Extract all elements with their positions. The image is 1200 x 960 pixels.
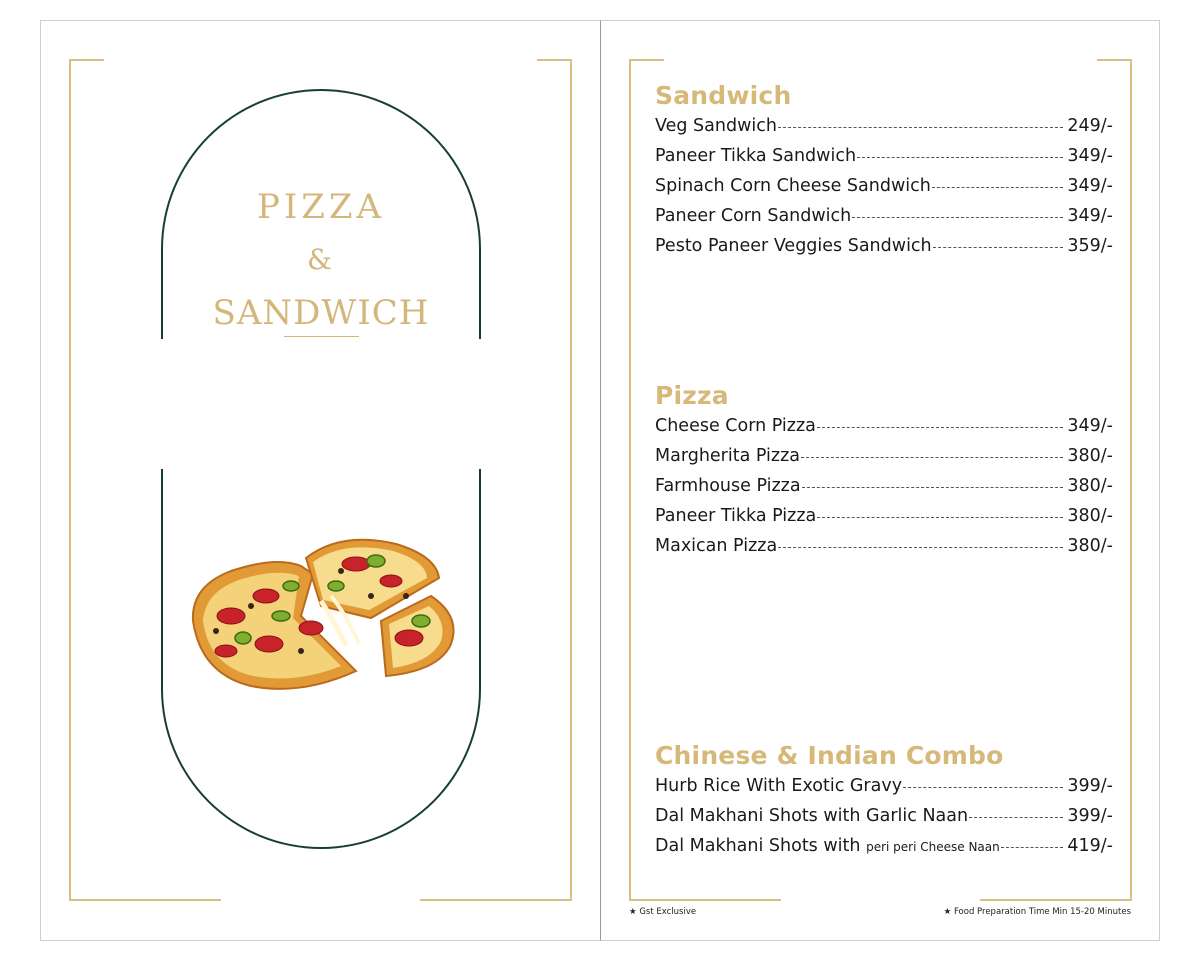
section-title: Sandwich (655, 81, 792, 110)
cover-title-pizza: PIZZA (256, 187, 386, 227)
frame-line (980, 899, 1132, 901)
menu-item (655, 116, 1113, 146)
item-price: 349/- (1067, 176, 1113, 196)
footnote-gst (629, 907, 696, 917)
frame-line (420, 899, 572, 901)
frame-corner (1097, 59, 1132, 61)
item-price: 380/- (1067, 446, 1113, 466)
section-title: Chinese & Indian Combo (655, 741, 1004, 770)
menu-item (655, 536, 1113, 566)
item-name: Paneer Tikka Pizza (655, 506, 817, 526)
menu-section-sandwich (655, 81, 1113, 266)
leader-dots (903, 787, 1063, 788)
right-page (600, 20, 1160, 941)
leader-dots (817, 517, 1063, 518)
item-name: Farmhouse Pizza (655, 476, 801, 496)
frame-corner (537, 59, 572, 61)
item-name: Paneer Tikka Sandwich (655, 146, 857, 166)
item-name: Paneer Corn Sandwich (655, 206, 852, 226)
pizza-slice-illustration (181, 526, 461, 696)
frame-line (629, 899, 781, 901)
leader-dots (857, 157, 1063, 158)
footnote-prep-time (944, 907, 1131, 917)
frame-line (570, 59, 572, 901)
frame-line (69, 899, 221, 901)
item-price: 359/- (1067, 236, 1113, 256)
item-name-main: Dal Makhani Shots with (655, 836, 861, 856)
menu-item (655, 506, 1113, 536)
item-price: 419/- (1067, 836, 1113, 856)
frame-corner (69, 59, 104, 61)
leader-dots (969, 817, 1063, 818)
menu-item (655, 476, 1113, 506)
item-name: Spinach Corn Cheese Sandwich (655, 176, 931, 196)
item-price: 380/- (1067, 506, 1113, 526)
item-name (655, 836, 1000, 856)
menu-item (655, 206, 1113, 236)
cover-title-ampersand: & (307, 243, 335, 276)
leader-dots (778, 127, 1063, 128)
item-name: Pesto Paneer Veggies Sandwich (655, 236, 932, 256)
item-price: 349/- (1067, 206, 1113, 226)
menu-item (655, 806, 1113, 836)
frame-line (69, 59, 71, 901)
leader-dots (802, 487, 1064, 488)
item-name: Maxican Pizza (655, 536, 778, 556)
leader-dots (801, 457, 1063, 458)
menu-item (655, 836, 1113, 866)
menu-item (655, 176, 1113, 206)
star-icon: ★ (629, 907, 637, 917)
frame-line (1130, 59, 1132, 901)
leader-dots (1001, 847, 1064, 848)
item-name: Dal Makhani Shots with Garlic Naan (655, 806, 969, 826)
item-name: Cheese Corn Pizza (655, 416, 816, 436)
item-price: 349/- (1067, 146, 1113, 166)
item-name: Margherita Pizza (655, 446, 801, 466)
footnote-gst-text: Gst Exclusive (639, 907, 697, 917)
star-icon: ★ (943, 907, 952, 917)
frame-corner (629, 59, 664, 61)
item-name: Hurb Rice With Exotic Gravy (655, 776, 903, 796)
item-price: 349/- (1067, 416, 1113, 436)
leader-dots (932, 187, 1064, 188)
leader-dots (817, 427, 1063, 428)
item-name: Veg Sandwich (655, 116, 777, 136)
menu-item (655, 236, 1113, 266)
title-underline (284, 336, 359, 337)
menu-item (655, 146, 1113, 176)
frame-line (629, 59, 631, 901)
item-price: 380/- (1067, 536, 1113, 556)
section-title: Pizza (655, 381, 729, 410)
item-price: 249/- (1067, 116, 1113, 136)
menu-section-combo (655, 741, 1113, 866)
cover-title-sandwich: SANDWICH (212, 293, 430, 333)
item-price: 399/- (1067, 806, 1113, 826)
item-name-small: peri peri Cheese Naan (866, 840, 1000, 854)
footnote-prep-text: Food Preparation Time Min 15-20 Minutes (953, 907, 1131, 917)
item-price: 380/- (1067, 476, 1113, 496)
menu-item (655, 416, 1113, 446)
menu-item (655, 446, 1113, 476)
leader-dots (778, 547, 1063, 548)
menu-item (655, 776, 1113, 806)
leader-dots (933, 247, 1064, 248)
item-price: 399/- (1067, 776, 1113, 796)
left-page (40, 20, 600, 941)
menu-section-pizza (655, 381, 1113, 566)
leader-dots (852, 217, 1063, 218)
